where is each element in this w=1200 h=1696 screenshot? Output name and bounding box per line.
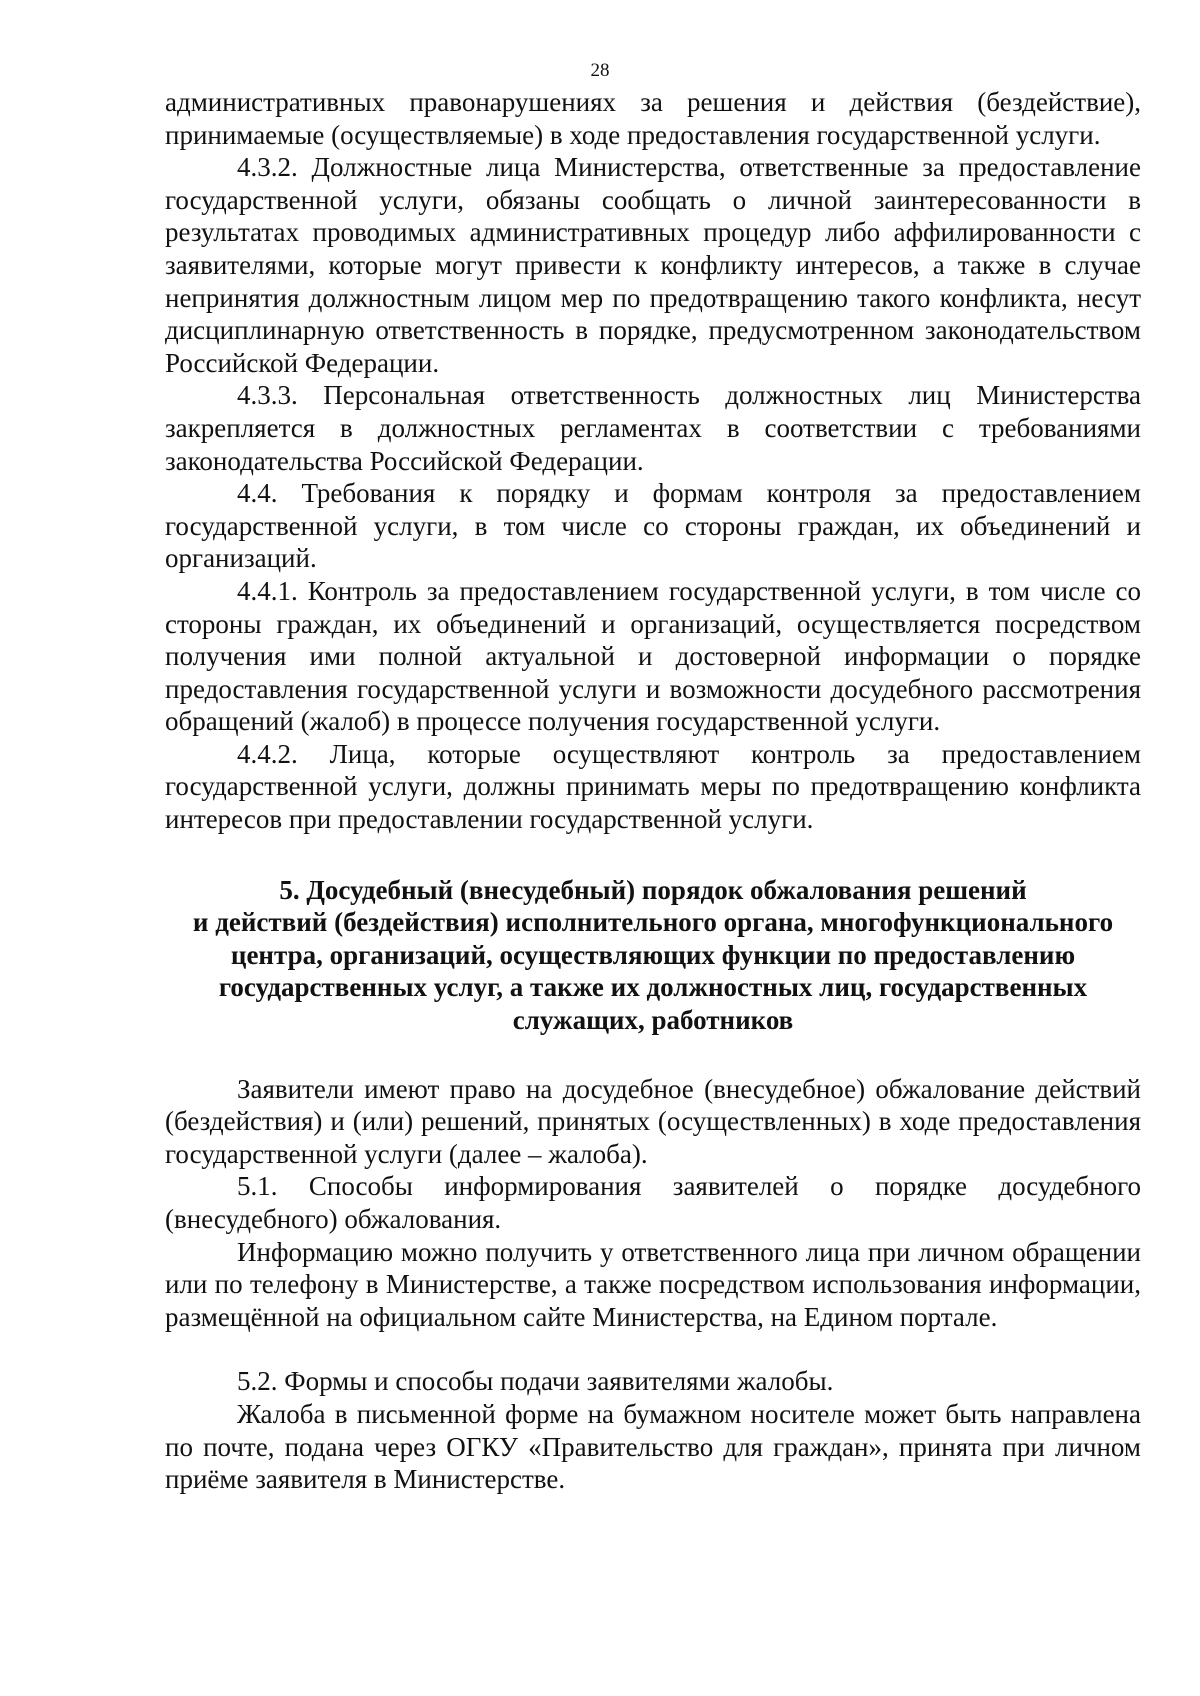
section-5-heading-line: центра, организаций, осуществляющих функции по предоставлению bbox=[230, 939, 1076, 970]
paragraph-4-4-1: 4.4.1. Контроль за предоставлением государственной услуги, в том числе со стороны граждан, их объединений и организаций, осуществляется посредством получения ими полной актуальной и достоверной информации о порядке предоставления государственной услуги и возможности досудебного рассмотрения обращений (жалоб) в процессе получения государственной услуги. bbox=[165, 575, 1141, 737]
paragraph-4-3-2: 4.3.2. Должностные лица Министерства, ответственные за предоставление государственной услуги, обязаны сообщать о личной заинтересованности в результатах проводимых административных процедур либо аффилированности с заявителями, которые могут привести к конфликту интересов, а также в случае непринятия должностным лицом мер по предотвращению такого конфликта, несут дисциплинарную ответственность в порядке, предусмотренном законодательством Российской Федерации. bbox=[165, 152, 1141, 378]
spacer bbox=[165, 1037, 1141, 1073]
paragraph-5-2-complaint: Жалоба в письменной форме на бумажном носителе может быть направлена по почте, подана через ОГКУ «Правительство для граждан», принята при личном приёме заявителя в Министерстве. bbox=[165, 1398, 1141, 1495]
paragraph-5-1-info: Информацию можно получить у ответственного лица при личном обращении или по телефону в Министерстве, а также посредством использования информации, размещённой на официальном сайте Министерства, на Едином портале. bbox=[165, 1236, 1141, 1332]
paragraph-5-2: 5.2. Формы и способы подачи заявителями жалобы. bbox=[237, 1366, 834, 1397]
paragraph-section-5-intro: Заявители имеют право на досудебное (внесудебное) обжалование действий (бездействия) и (или) решений, принятых (осуществленных) в ходе предоставления государственной услуги (далее – жалоба). bbox=[165, 1073, 1141, 1169]
section-5-heading-line: и действий (бездействия) исполнительного органа, многофункционального bbox=[192, 907, 1114, 938]
paragraph-4-3-3: 4.3.3. Персональная ответственность должностных лиц Министерства закрепляется в должностных регламентах в соответствии с требованиями законодательства Российской Федерации. bbox=[165, 380, 1141, 476]
section-5-heading-line: государственных услуг, а также их должностных лиц, государственных bbox=[218, 972, 1088, 1003]
section-5-heading-line: служащих, работников bbox=[512, 1005, 794, 1036]
paragraph-5-1: 5.1. Способы информирования заявителей о порядке досудебного (внесудебного) обжалования. bbox=[165, 1171, 1141, 1234]
section-5-heading-line: 5. Досудебный (внесудебный) порядок обжалования решений bbox=[279, 874, 1027, 905]
spacer bbox=[165, 1333, 1141, 1365]
section-5-heading bbox=[165, 874, 1141, 1037]
paragraph-4-4: 4.4. Требования к порядку и формам контроля за предоставлением государственной услуги, в том числе со стороны граждан, их объединений и организаций. bbox=[165, 478, 1141, 574]
document-body bbox=[165, 86, 1141, 1496]
page-number: 28 bbox=[590, 60, 610, 81]
spacer bbox=[165, 836, 1141, 874]
paragraph-4-4-2: 4.4.2. Лица, которые осуществляют контроль за предоставлением государственной услуги, должны принимать меры по предотвращению конфликта интересов при предоставлении государственной услуги. bbox=[165, 738, 1141, 835]
paragraph-continuation: административных правонарушениях за решения и действия (бездействие), принимаемые (осуществляемые) в ходе предоставления государственной услуги. bbox=[165, 87, 1141, 150]
